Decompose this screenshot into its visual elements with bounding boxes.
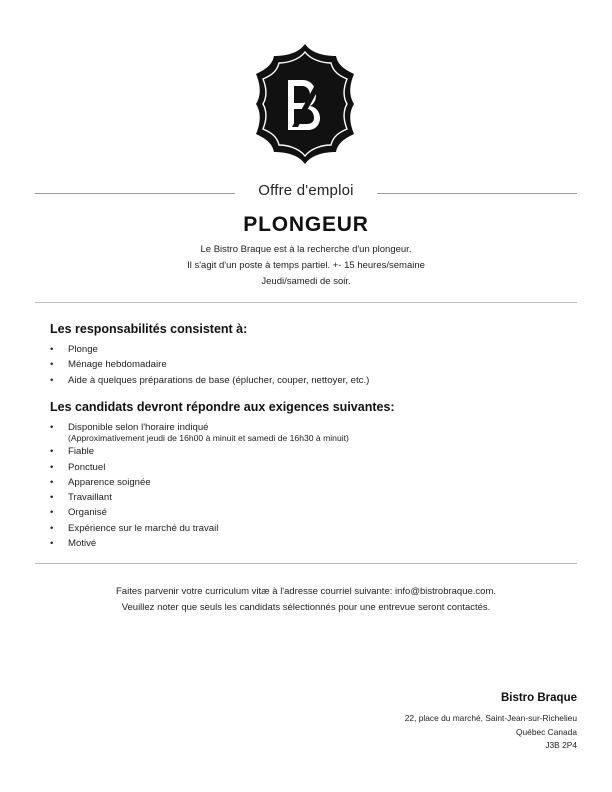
section-label: Offre d'emploi	[258, 182, 354, 199]
apply-line: Faites parvenir votre curriculum vitæ à l'adresse courriel suivante: info@bistrobraque.com.	[116, 586, 496, 597]
intro-line: Il s'agit d'un poste à temps partiel. +- 15 heures/semaine	[187, 260, 425, 271]
divider-line-right	[377, 193, 577, 194]
list-item: • Ponctuel	[50, 461, 106, 473]
bistro-braque-logo	[250, 42, 360, 166]
list-item: • Travaillant	[50, 492, 112, 504]
company-name: Bistro Braque	[500, 692, 577, 704]
list-item: • Disponible selon l'horaire indiqué (Approximativement jeudi de 16h00 à minuit et samedi de 16h30 à minuit)	[50, 422, 349, 444]
list-item: • Aide à quelques préparations de base (éplucher, couper, nettoyer, etc.)	[50, 374, 370, 386]
apply-line: Veuillez noter que seuls les candidats sélectionnés pour une entrevue seront contactés.	[121, 602, 491, 613]
section-divider	[35, 182, 577, 204]
intro-line: Le Bistro Braque est à la recherche d'un plongeur.	[200, 244, 412, 255]
contact-block	[405, 692, 577, 753]
address-line: 22, place du marché, Saint-Jean-sur-Richelieu	[404, 713, 577, 723]
responsibilities-list	[50, 342, 369, 388]
list-item: • Expérience sur le marché du travail	[50, 522, 219, 534]
list-item: • Organisé	[50, 507, 107, 519]
address-line: Québec Canada	[516, 726, 577, 737]
divider-top	[35, 302, 577, 303]
list-item: • Motivé	[50, 538, 97, 550]
list-item: • Apparence soignée	[50, 476, 151, 488]
list-item: • Ménage hebdomadaire	[50, 359, 167, 371]
list-item: • Plonge	[50, 344, 98, 355]
address	[405, 712, 577, 753]
list-item: • Fiable	[50, 446, 95, 458]
application-instructions	[0, 584, 612, 616]
requirements-heading: Les candidats devront répondre aux exigences suivantes:	[50, 400, 395, 414]
intro-text	[0, 242, 612, 290]
requirements-list	[50, 420, 349, 551]
divider-bottom	[35, 563, 577, 564]
job-title: PLONGEUR	[243, 213, 369, 236]
address-line: J3B 2P4	[545, 740, 577, 750]
responsibilities-heading: Les responsabilités consistent à:	[50, 322, 248, 336]
intro-line: Jeudi/samedi de soir.	[261, 276, 351, 287]
availability-note: (Approximativement jeudi de 16h00 à minuit et samedi de 16h30 à minuit)	[68, 433, 349, 444]
